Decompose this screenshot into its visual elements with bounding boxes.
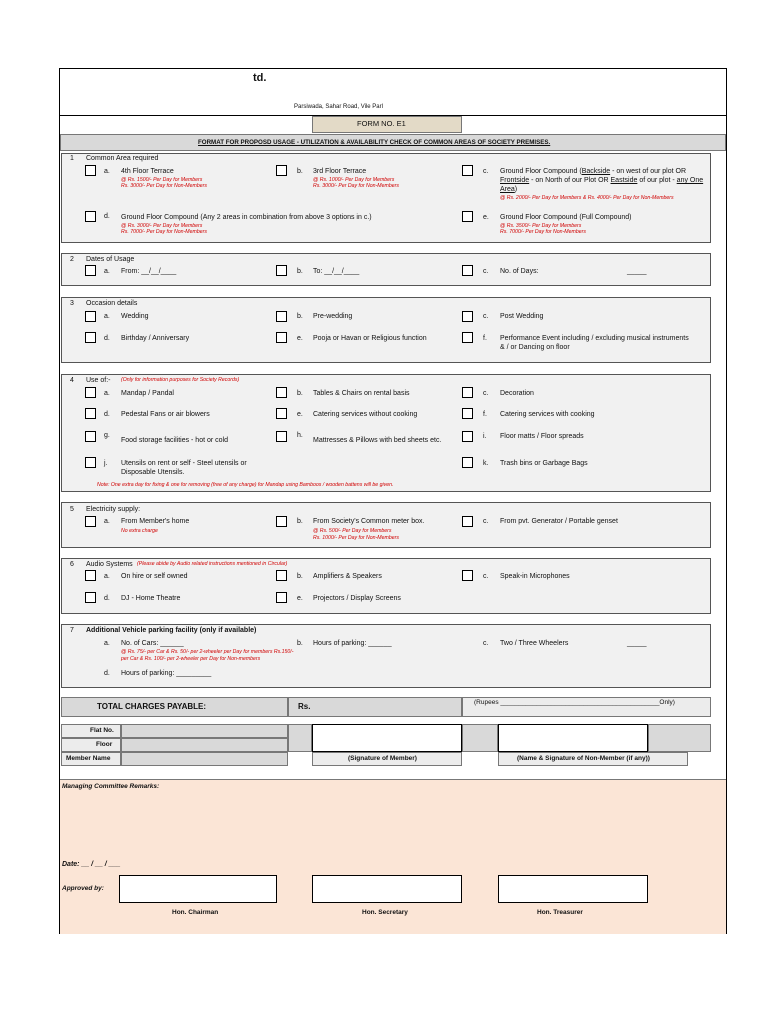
option-label: Frontside - on North of our Plot OR Eastside of our plot - any One bbox=[500, 177, 704, 184]
option-label: Mattresses & Pillows with bed sheets etc. bbox=[313, 437, 442, 444]
rupees-in-words[interactable]: (Rupees ____________________________________________Only) bbox=[474, 699, 675, 706]
no-of-cars-field[interactable]: No. of Cars: ______ bbox=[121, 640, 184, 647]
option-letter: e. bbox=[297, 411, 303, 418]
option-letter: a. bbox=[104, 573, 110, 580]
checkbox-microphones[interactable] bbox=[462, 570, 473, 581]
option-letter: c. bbox=[483, 168, 489, 175]
option-label: DJ - Home Theatre bbox=[121, 595, 181, 602]
option-label: From pvt. Generator / Portable genset bbox=[500, 518, 618, 525]
section-title: Additional Vehicle parking facility (only if available) bbox=[86, 627, 257, 634]
checkbox-ground-floor-any-one[interactable] bbox=[462, 165, 473, 176]
checkbox-4th-floor-terrace[interactable] bbox=[85, 165, 96, 176]
option-label: Performance Event including / excluding musical instruments bbox=[500, 335, 689, 342]
option-label: Mandap / Pandal bbox=[121, 390, 174, 397]
company-name: td. bbox=[253, 72, 267, 84]
option-letter: b. bbox=[297, 573, 303, 580]
checkbox-no-of-days[interactable] bbox=[462, 265, 473, 276]
info-note: (Only for information purposes for Society Records) bbox=[121, 377, 240, 383]
rate-note: @ Rs. 2000/- Per Day for Members & Rs. 4000/- Per Day for Non-Members bbox=[500, 195, 674, 201]
approved-by-label: Approved by: bbox=[62, 885, 104, 892]
checkbox-trash-bins[interactable] bbox=[462, 457, 473, 468]
checkbox-wedding[interactable] bbox=[85, 311, 96, 322]
rate-note: Rs. 7000/- Per Day for Non-Members bbox=[500, 229, 586, 235]
option-label: Utensils on rent or self - Steel utensils or bbox=[121, 460, 247, 467]
spacer-cell bbox=[288, 724, 312, 752]
option-label: Ground Floor Compound (Backside - on west of our plot OR bbox=[500, 168, 686, 175]
rate-note: No extra charge bbox=[121, 528, 158, 534]
member-signature-box[interactable] bbox=[312, 724, 462, 752]
option-label: Projectors / Display Screens bbox=[313, 595, 401, 602]
option-label: Food storage facilities - hot or cold bbox=[121, 437, 228, 444]
section-number: 7 bbox=[70, 627, 74, 634]
flat-no-label: Flat No. bbox=[90, 727, 114, 734]
rate-note: @ Rs. 1000/- Per Day for Members bbox=[313, 177, 395, 183]
checkbox-utensils[interactable] bbox=[85, 457, 96, 468]
option-letter: c. bbox=[483, 640, 489, 647]
section-number: 4 bbox=[70, 377, 74, 384]
checkbox-ground-floor-full[interactable] bbox=[462, 211, 473, 222]
rate-note: @ Rs. 3000/- Per Day for Members bbox=[121, 223, 203, 229]
rate-note: @ Rs. 1500/- Per Day for Members bbox=[121, 177, 203, 183]
checkbox-pre-wedding[interactable] bbox=[276, 311, 287, 322]
hours-of-parking-field[interactable]: Hours of parking: _________ bbox=[121, 670, 212, 677]
to-date-field[interactable]: To: __/__/____ bbox=[313, 268, 360, 275]
rate-note: @ Rs. 500/- Per Day for Members bbox=[313, 528, 392, 534]
mandap-note: Note: One extra day for fixing & one for removing (free of any charge) for Mandap using Bamboos / wooden battens will be given. bbox=[97, 482, 394, 488]
treasurer-label: Hon. Treasurer bbox=[537, 909, 583, 916]
section-title: Electricity supply: bbox=[86, 506, 141, 513]
option-letter: d. bbox=[104, 411, 110, 418]
option-label: Amplifiers & Speakers bbox=[313, 573, 382, 580]
option-letter: d. bbox=[104, 670, 110, 677]
option-letter: a. bbox=[104, 313, 110, 320]
info-note: (Please abide by Audio related instructions mentioned in Circular) bbox=[137, 561, 288, 567]
checkbox-birthday[interactable] bbox=[85, 332, 96, 343]
checkbox-mandap[interactable] bbox=[85, 387, 96, 398]
option-letter: a. bbox=[104, 168, 110, 175]
total-charges-label: TOTAL CHARGES PAYABLE: bbox=[97, 702, 207, 711]
non-member-signature-box[interactable] bbox=[498, 724, 648, 752]
option-letter: b. bbox=[297, 313, 303, 320]
option-letter: e. bbox=[297, 595, 303, 602]
section-number: 5 bbox=[70, 506, 74, 513]
chairman-signature-box[interactable] bbox=[119, 875, 277, 903]
option-letter: c. bbox=[483, 268, 489, 275]
from-date-field[interactable]: From: __/__/____ bbox=[121, 268, 177, 275]
form-number: FORM NO. E1 bbox=[357, 119, 406, 128]
option-letter: c. bbox=[483, 390, 489, 397]
option-label: Catering services with cooking bbox=[500, 411, 595, 418]
option-label: Ground Floor Compound (Any 2 areas in combination from above 3 options in c.) bbox=[121, 214, 372, 221]
section-number: 3 bbox=[70, 300, 74, 307]
secretary-signature-box[interactable] bbox=[312, 875, 462, 903]
checkbox-catering-with-cooking[interactable] bbox=[462, 408, 473, 419]
option-letter: a. bbox=[104, 518, 110, 525]
checkbox-generator[interactable] bbox=[462, 516, 473, 527]
option-letter: a. bbox=[104, 390, 110, 397]
rate-note: per Car & Rs. 100/- per 2-wheeler per Day for Non-members bbox=[121, 656, 261, 662]
checkbox-performance-event[interactable] bbox=[462, 332, 473, 343]
member-signature-caption: (Signature of Member) bbox=[348, 755, 417, 762]
checkbox-decoration[interactable] bbox=[462, 387, 473, 398]
option-label: Catering services without cooking bbox=[313, 411, 418, 418]
option-label: On hire or self owned bbox=[121, 573, 188, 580]
flat-no-field[interactable] bbox=[121, 724, 288, 738]
option-letter: c. bbox=[483, 573, 489, 580]
spacer-cell bbox=[648, 724, 711, 752]
checkbox-member-home-power[interactable] bbox=[85, 516, 96, 527]
rate-note: @ Rs. 75/- per Car & Rs. 50/- per 2-wheeler per Day for members Rs.150/- bbox=[121, 649, 294, 655]
checkbox-common-meter[interactable] bbox=[276, 516, 287, 527]
option-label: Pedestal Fans or air blowers bbox=[121, 411, 210, 418]
option-letter: g. bbox=[104, 432, 110, 439]
option-letter: f. bbox=[483, 335, 487, 342]
approval-date[interactable]: Date: __ / __ / ___ bbox=[62, 861, 121, 868]
section-title: Common Area required bbox=[86, 155, 159, 162]
checkbox-pooja[interactable] bbox=[276, 332, 287, 343]
option-letter: d. bbox=[104, 595, 110, 602]
chairman-label: Hon. Chairman bbox=[172, 909, 219, 916]
option-label: 3rd Floor Terrace bbox=[313, 168, 367, 175]
option-letter: c. bbox=[483, 518, 489, 525]
checkbox-to-date[interactable] bbox=[276, 265, 287, 276]
section-occasion bbox=[61, 297, 711, 363]
option-letter: e. bbox=[483, 214, 489, 221]
total-rs-label[interactable]: Rs. bbox=[298, 702, 311, 711]
option-letter: c. bbox=[483, 313, 489, 320]
hours-of-parking-field[interactable]: Hours of parking: ______ bbox=[313, 640, 392, 647]
checkbox-projectors[interactable] bbox=[276, 592, 287, 603]
format-title: FORMAT FOR PROPOSD USAGE - UTILIZATION & AVAILABILITY CHECK OF COMMON AREAS OF SOCIETY PREMISES. bbox=[198, 139, 551, 146]
option-label: No. of Days: bbox=[500, 268, 539, 275]
rate-note: Rs. 3000/- Per Day for Non-Members bbox=[313, 183, 399, 189]
society-address: Parsiwada, Sahar Road, Vile Parl bbox=[294, 104, 383, 110]
checkbox-3rd-floor-terrace[interactable] bbox=[276, 165, 287, 176]
option-label: Speak-in Microphones bbox=[500, 573, 570, 580]
secretary-label: Hon. Secretary bbox=[362, 909, 408, 916]
option-letter: a. bbox=[104, 640, 110, 647]
option-letter: b. bbox=[297, 268, 303, 275]
option-label: Two / Three Wheelers bbox=[500, 640, 569, 647]
total-rs-cell bbox=[288, 697, 462, 717]
member-name-field[interactable] bbox=[121, 752, 288, 766]
option-letter: b. bbox=[297, 168, 303, 175]
option-letter: f. bbox=[483, 411, 487, 418]
checkbox-pedestal-fans[interactable] bbox=[85, 408, 96, 419]
option-letter: d. bbox=[104, 335, 110, 342]
checkbox-from-date[interactable] bbox=[85, 265, 96, 276]
option-letter: j. bbox=[104, 460, 108, 467]
committee-remarks-label: Managing Committee Remarks: bbox=[62, 783, 160, 790]
option-letter: d. bbox=[104, 213, 110, 220]
two-wheelers-field[interactable]: _____ bbox=[627, 640, 647, 647]
option-letter: h. bbox=[297, 432, 303, 439]
option-letter: b. bbox=[297, 518, 303, 525]
checkbox-ground-floor-any-two[interactable] bbox=[85, 211, 96, 222]
option-label: Post Wedding bbox=[500, 313, 544, 320]
section-title: Use of:- bbox=[86, 377, 111, 384]
floor-label: Floor bbox=[96, 741, 113, 748]
checkbox-food-storage[interactable] bbox=[85, 431, 96, 442]
rate-note: Rs. 7000/- Per Day for Non-Members bbox=[121, 229, 207, 235]
option-label: From Member's home bbox=[121, 518, 190, 525]
option-letter: i. bbox=[483, 433, 487, 440]
no-of-days-field[interactable]: _____ bbox=[627, 268, 647, 275]
option-letter: k. bbox=[483, 460, 489, 467]
checkbox-catering-without-cooking[interactable] bbox=[276, 408, 287, 419]
option-label: Wedding bbox=[121, 313, 149, 320]
section-title: Occasion details bbox=[86, 300, 138, 307]
option-label: Tables & Chairs on rental basis bbox=[313, 390, 410, 397]
checkbox-tables-chairs[interactable] bbox=[276, 387, 287, 398]
rate-note: Rs. 1000/- Per Day for Non-Members bbox=[313, 535, 399, 541]
checkbox-floor-matts[interactable] bbox=[462, 431, 473, 442]
option-label: Birthday / Anniversary bbox=[121, 335, 190, 342]
checkbox-amplifiers[interactable] bbox=[276, 570, 287, 581]
floor-field[interactable] bbox=[121, 738, 288, 752]
member-name-label: Member Name bbox=[66, 755, 111, 762]
section-number: 6 bbox=[70, 561, 74, 568]
spacer-cell bbox=[462, 724, 498, 752]
section-title: Dates of Usage bbox=[86, 256, 135, 263]
option-label: Floor matts / Floor spreads bbox=[500, 433, 584, 440]
option-label: Trash bins or Garbage Bags bbox=[500, 460, 588, 467]
treasurer-signature-box[interactable] bbox=[498, 875, 648, 903]
checkbox-dj[interactable] bbox=[85, 592, 96, 603]
rate-note: Rs. 3000/- Per Day for Non-Members bbox=[121, 183, 207, 189]
option-label: Pooja or Havan or Religious function bbox=[313, 335, 427, 342]
option-label: & / or Dancing on floor bbox=[500, 344, 570, 351]
option-letter: a. bbox=[104, 268, 110, 275]
option-label: Disposable Utensils. bbox=[121, 469, 185, 476]
rate-note: @ Rs. 3500/- Per Day for Members bbox=[500, 223, 582, 229]
option-letter: b. bbox=[297, 640, 303, 647]
option-label: Ground Floor Compound (Full Compound) bbox=[500, 214, 632, 221]
option-label: Decoration bbox=[500, 390, 534, 397]
option-letter: b. bbox=[297, 390, 303, 397]
checkbox-mattresses[interactable] bbox=[276, 431, 287, 442]
checkbox-on-hire[interactable] bbox=[85, 570, 96, 581]
option-label: Pre-wedding bbox=[313, 313, 353, 320]
section-number: 1 bbox=[70, 155, 74, 162]
option-letter: e. bbox=[297, 335, 303, 342]
option-label: From Society's Common meter box. bbox=[313, 518, 425, 525]
option-label: Area) bbox=[500, 186, 518, 193]
section-title: Audio Systems bbox=[86, 561, 133, 568]
section-number: 2 bbox=[70, 256, 74, 263]
non-member-signature-caption: (Name & Signature of Non-Member (if any)) bbox=[517, 755, 650, 762]
checkbox-post-wedding[interactable] bbox=[462, 311, 473, 322]
option-label: 4th Floor Terrace bbox=[121, 168, 174, 175]
